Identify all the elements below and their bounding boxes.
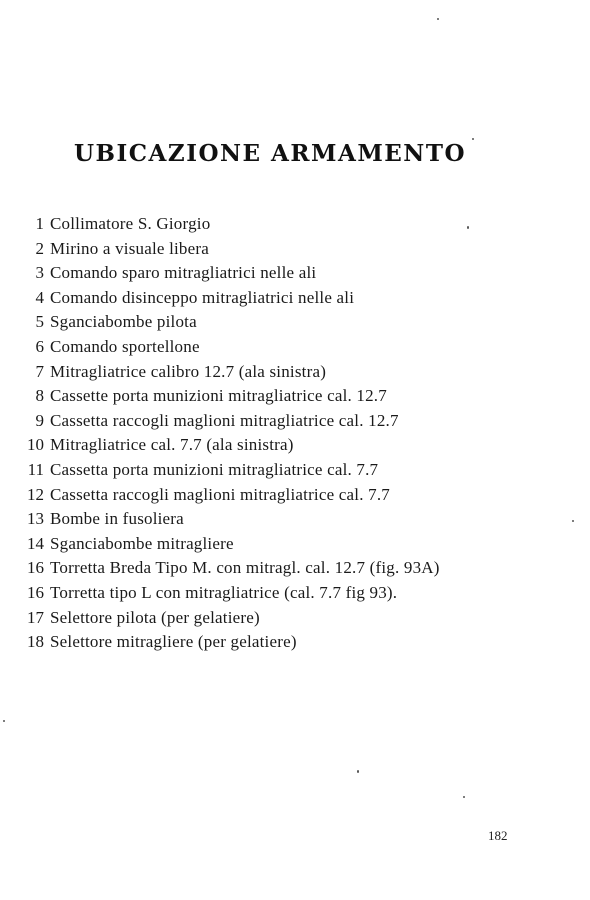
list-item <box>18 581 578 606</box>
list-item <box>18 261 578 286</box>
item-text: Cassetta porta munizioni mitragliatrice cal. 7.7 <box>50 459 379 479</box>
list-item <box>18 409 578 434</box>
list-item <box>18 310 578 335</box>
list-item <box>18 630 578 655</box>
list-item <box>18 212 578 237</box>
scan-speck <box>437 18 439 20</box>
list-item <box>18 433 578 458</box>
page-title: UBICAZIONE ARMAMENTO <box>74 140 466 167</box>
item-number: 16 <box>27 558 44 578</box>
item-number: 12 <box>27 484 44 504</box>
list-item <box>18 556 578 581</box>
scan-speck <box>3 720 5 722</box>
list-item <box>18 384 578 409</box>
item-number: 7 <box>35 361 44 381</box>
item-text: Bombe in fusoliera <box>50 509 184 529</box>
item-number: 14 <box>27 533 44 553</box>
item-text: Cassetta raccogli maglioni mitragliatrice cal. 12.7 <box>50 410 399 430</box>
armament-list <box>18 212 578 655</box>
item-number: 1 <box>35 214 44 233</box>
item-number: 13 <box>27 509 44 529</box>
item-text: Selettore pilota (per gelatiere) <box>50 607 260 627</box>
list-item <box>18 483 578 508</box>
item-text: Comando sparo mitragliatrici nelle ali <box>50 263 317 283</box>
item-number: 2 <box>35 238 44 258</box>
item-number: 5 <box>35 312 44 332</box>
item-number: 9 <box>35 410 44 430</box>
item-number: 11 <box>27 459 44 479</box>
item-text: Selettore mitragliere (per gelatiere) <box>50 632 297 652</box>
scan-speck <box>357 770 359 773</box>
item-text: Sganciabombe mitragliere <box>50 533 234 553</box>
list-item <box>18 286 578 311</box>
item-number: 4 <box>35 287 44 307</box>
item-number: 6 <box>35 336 44 356</box>
item-text: Torretta Breda Tipo M. con mitragl. cal. 12.7 (fig. 93A) <box>50 558 440 578</box>
scan-speck <box>463 796 465 798</box>
item-number: 3 <box>35 263 44 283</box>
item-text: Comando disinceppo mitragliatrici nelle ali <box>50 287 355 307</box>
item-text: Collimatore S. Giorgio <box>50 214 211 233</box>
item-text: Torretta tipo L con mitragliatrice (cal. 7.7 fig 93). <box>50 582 398 602</box>
list-item <box>18 335 578 360</box>
list-item <box>18 606 578 631</box>
item-number: 8 <box>35 386 44 406</box>
scan-speck <box>467 226 469 229</box>
list-item <box>18 532 578 557</box>
page-number: 182 <box>488 828 508 843</box>
list-item <box>18 237 578 262</box>
item-number: 10 <box>27 435 44 455</box>
list-item <box>18 360 578 385</box>
list-item <box>18 507 578 532</box>
item-text: Cassette porta munizioni mitragliatrice cal. 12.7 <box>50 386 387 406</box>
item-number: 16 <box>27 582 44 602</box>
item-number: 18 <box>27 632 44 652</box>
scan-speck <box>472 138 474 140</box>
item-text: Cassetta raccogli maglioni mitragliatrice cal. 7.7 <box>50 484 390 504</box>
item-text: Comando sportellone <box>50 336 200 356</box>
list-item <box>18 458 578 483</box>
scan-speck <box>572 520 574 522</box>
item-text: Mitragliatrice cal. 7.7 (ala sinistra) <box>50 435 294 455</box>
item-number: 17 <box>27 607 44 627</box>
item-text: Mitragliatrice calibro 12.7 (ala sinistra) <box>50 361 327 381</box>
item-text: Sganciabombe pilota <box>50 312 197 332</box>
item-text: Mirino a visuale libera <box>50 238 209 258</box>
